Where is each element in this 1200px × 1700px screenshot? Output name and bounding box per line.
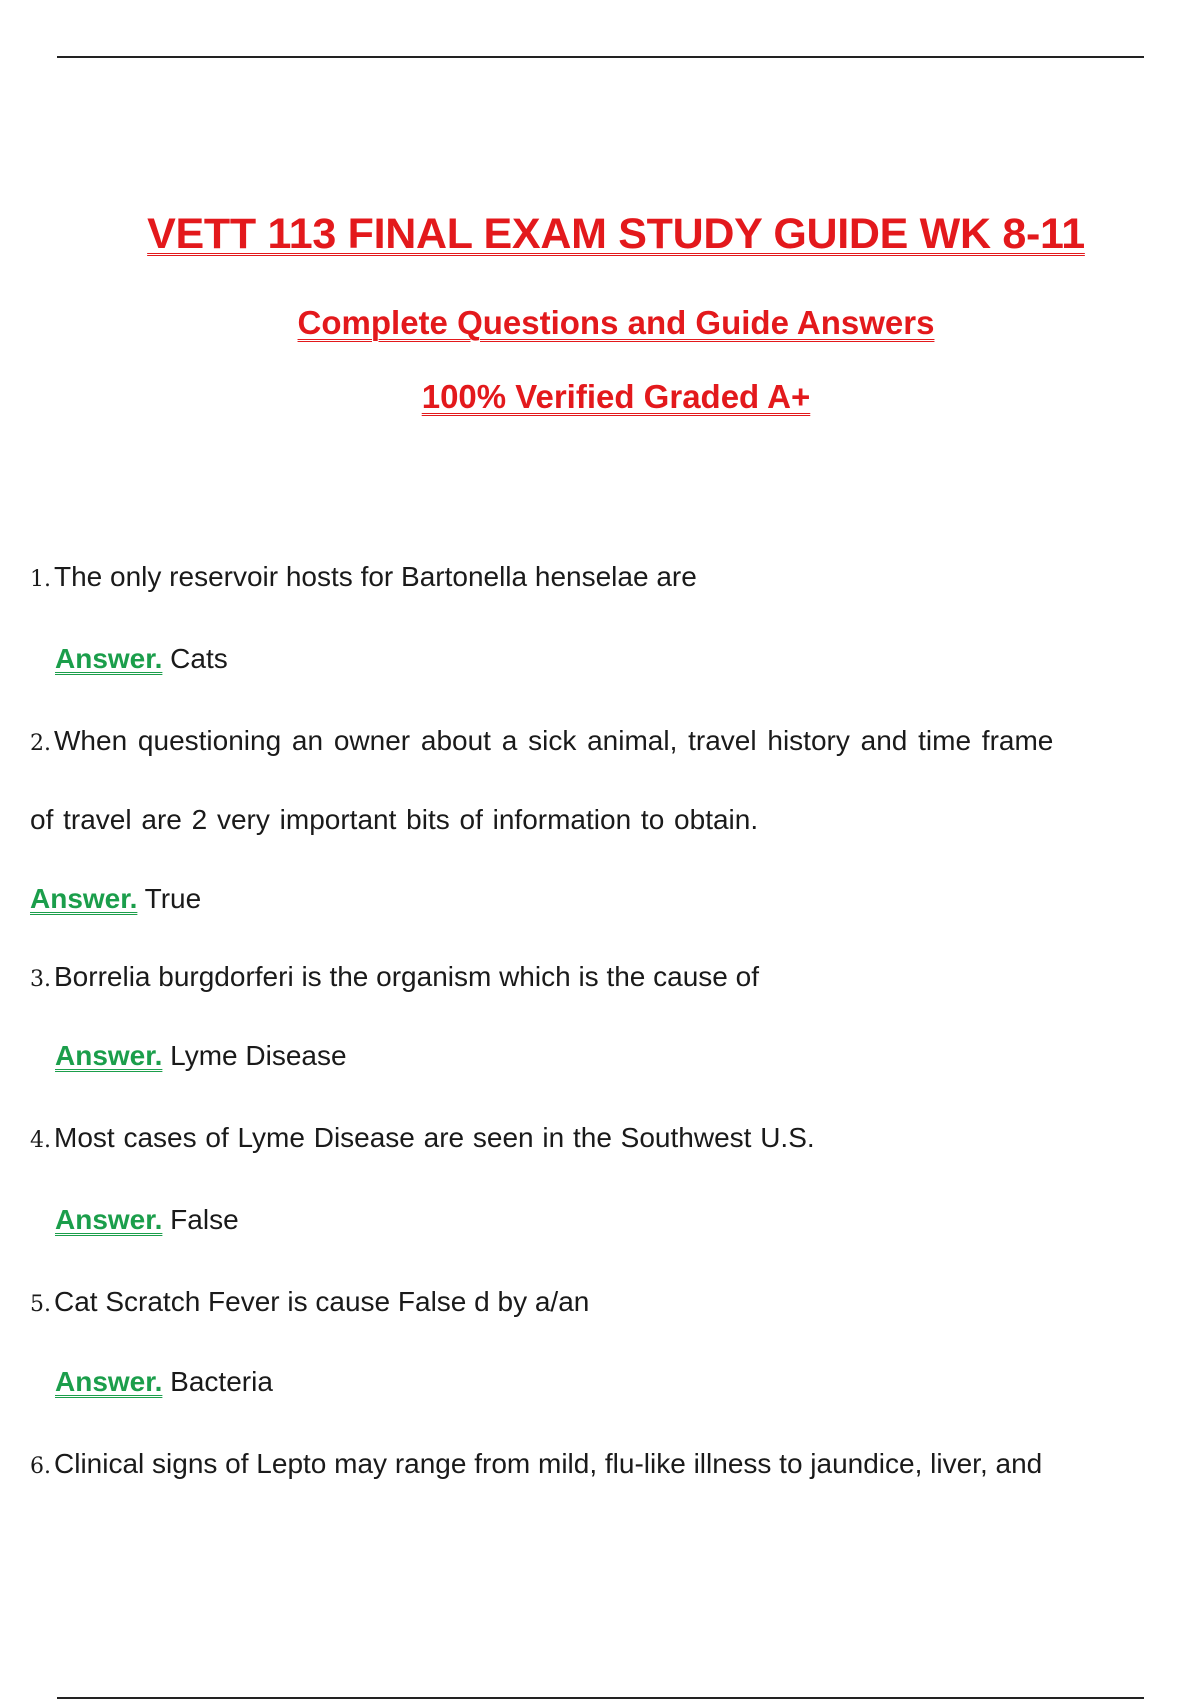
question-6 (30, 1448, 1042, 1480)
question-3 (30, 961, 759, 993)
answer-text: True (144, 883, 202, 914)
question-2 (30, 725, 1053, 757)
answer-label: Answer. (55, 643, 163, 674)
answer-3 (55, 1040, 347, 1072)
answer-text: False (170, 1204, 239, 1235)
question-number: 3. (30, 967, 51, 992)
question-text-continued: of travel are 2 very important bits of information to obtain. (30, 804, 759, 835)
answer-1 (55, 643, 228, 675)
answer-label: Answer. (55, 1366, 163, 1397)
answer-text: Bacteria (170, 1366, 273, 1397)
document-title: VETT 113 FINAL EXAM STUDY GUIDE WK 8-11 (147, 210, 1085, 258)
answer-2 (30, 883, 201, 915)
question-5 (30, 1286, 589, 1318)
answer-text: Cats (170, 643, 228, 674)
top-rule (57, 56, 1144, 58)
question-1 (30, 561, 697, 593)
answer-4 (55, 1204, 239, 1236)
question-number: 6. (30, 1454, 51, 1479)
question-text: The only reservoir hosts for Bartonella henselae are (54, 561, 697, 592)
question-number: 2. (30, 731, 51, 756)
answer-text: Lyme Disease (170, 1040, 347, 1071)
document-subtitle: Complete Questions and Guide Answers (297, 304, 935, 341)
question-number: 5. (30, 1292, 51, 1317)
question-number: 4. (30, 1128, 51, 1153)
answer-label: Answer. (30, 883, 138, 914)
bottom-rule (57, 1697, 1144, 1699)
answer-label: Answer. (55, 1204, 163, 1235)
question-text: When questioning an owner about a sick animal, travel history and time frame (54, 725, 1054, 756)
question-text: Borrelia burgdorferi is the organism which is the cause of (54, 961, 760, 992)
question-text: Cat Scratch Fever is cause False d by a/an (54, 1286, 590, 1317)
question-number: 1. (30, 567, 51, 592)
grade-badge: 100% Verified Graded A+ (421, 378, 811, 415)
question-text: Most cases of Lyme Disease are seen in the Southwest U.S. (54, 1122, 815, 1153)
answer-label: Answer. (55, 1040, 163, 1071)
question-2-continued (30, 804, 758, 836)
question-4 (30, 1122, 815, 1154)
question-text: Clinical signs of Lepto may range from mild, flu-like illness to jaundice, liver, and (54, 1448, 1043, 1479)
answer-5 (55, 1366, 273, 1398)
